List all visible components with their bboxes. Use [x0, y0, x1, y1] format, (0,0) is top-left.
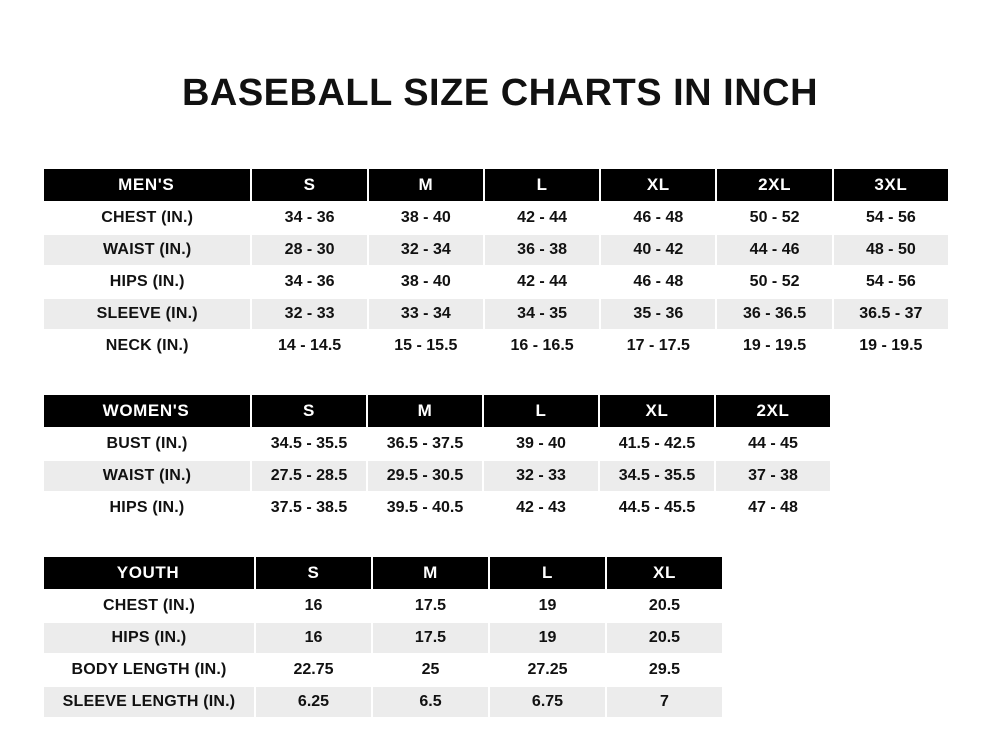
column-header: YOUTH [43, 556, 255, 590]
cell: 47 - 48 [715, 492, 831, 524]
cell: 19 - 19.5 [716, 330, 832, 362]
womens-size-table [42, 393, 832, 525]
cell: 50 - 52 [716, 266, 832, 298]
table-header-row [43, 556, 723, 590]
column-header: XL [599, 394, 715, 428]
cell: 48 - 50 [833, 234, 949, 266]
cell: 46 - 48 [600, 202, 716, 234]
cell: 7 [606, 686, 723, 718]
row-label: HIPS (IN.) [43, 266, 251, 298]
cell: 42 - 44 [484, 202, 600, 234]
cell: 38 - 40 [368, 202, 484, 234]
cell: 16 - 16.5 [484, 330, 600, 362]
cell: 20.5 [606, 622, 723, 654]
table-header-row [43, 168, 949, 202]
tables-container [0, 115, 1000, 719]
column-header: S [251, 394, 367, 428]
cell: 54 - 56 [833, 266, 949, 298]
cell: 16 [255, 590, 372, 622]
cell: 29.5 - 30.5 [367, 460, 483, 492]
cell: 17.5 [372, 622, 489, 654]
cell: 28 - 30 [251, 234, 367, 266]
column-header: S [251, 168, 367, 202]
cell: 6.75 [489, 686, 606, 718]
row-label: WAIST (IN.) [43, 460, 251, 492]
table-row [43, 492, 831, 524]
cell: 44 - 46 [716, 234, 832, 266]
cell: 27.25 [489, 654, 606, 686]
table-row [43, 686, 723, 718]
cell: 41.5 - 42.5 [599, 428, 715, 460]
cell: 33 - 34 [368, 298, 484, 330]
cell: 34 - 35 [484, 298, 600, 330]
cell: 36 - 38 [484, 234, 600, 266]
cell: 44.5 - 45.5 [599, 492, 715, 524]
cell: 39.5 - 40.5 [367, 492, 483, 524]
cell: 39 - 40 [483, 428, 599, 460]
cell: 54 - 56 [833, 202, 949, 234]
row-label: BUST (IN.) [43, 428, 251, 460]
cell: 17 - 17.5 [600, 330, 716, 362]
cell: 19 - 19.5 [833, 330, 949, 362]
mens-size-table [42, 167, 950, 363]
cell: 50 - 52 [716, 202, 832, 234]
column-header: 2XL [716, 168, 832, 202]
cell: 19 [489, 622, 606, 654]
cell: 34.5 - 35.5 [251, 428, 367, 460]
cell: 42 - 44 [484, 266, 600, 298]
cell: 32 - 33 [251, 298, 367, 330]
column-header: WOMEN'S [43, 394, 251, 428]
table-row [43, 622, 723, 654]
cell: 25 [372, 654, 489, 686]
cell: 36.5 - 37 [833, 298, 949, 330]
cell: 37.5 - 38.5 [251, 492, 367, 524]
cell: 34 - 36 [251, 266, 367, 298]
cell: 34 - 36 [251, 202, 367, 234]
table-spacer [42, 363, 958, 393]
cell: 40 - 42 [600, 234, 716, 266]
cell: 22.75 [255, 654, 372, 686]
row-label: SLEEVE (IN.) [43, 298, 251, 330]
row-label: HIPS (IN.) [43, 492, 251, 524]
cell: 16 [255, 622, 372, 654]
table-row [43, 590, 723, 622]
column-header: 3XL [833, 168, 949, 202]
row-label: CHEST (IN.) [43, 590, 255, 622]
cell: 14 - 14.5 [251, 330, 367, 362]
cell: 15 - 15.5 [368, 330, 484, 362]
table-row [43, 654, 723, 686]
table-row [43, 428, 831, 460]
row-label: WAIST (IN.) [43, 234, 251, 266]
cell: 27.5 - 28.5 [251, 460, 367, 492]
column-header: XL [600, 168, 716, 202]
cell: 29.5 [606, 654, 723, 686]
column-header: MEN'S [43, 168, 251, 202]
cell: 32 - 34 [368, 234, 484, 266]
table-row [43, 460, 831, 492]
cell: 44 - 45 [715, 428, 831, 460]
column-header: M [372, 556, 489, 590]
column-header: L [489, 556, 606, 590]
row-label: CHEST (IN.) [43, 202, 251, 234]
row-label: HIPS (IN.) [43, 622, 255, 654]
table-row [43, 330, 949, 362]
cell: 6.25 [255, 686, 372, 718]
cell: 36.5 - 37.5 [367, 428, 483, 460]
row-label: BODY LENGTH (IN.) [43, 654, 255, 686]
cell: 20.5 [606, 590, 723, 622]
cell: 34.5 - 35.5 [599, 460, 715, 492]
cell: 36 - 36.5 [716, 298, 832, 330]
cell: 6.5 [372, 686, 489, 718]
row-label: SLEEVE LENGTH (IN.) [43, 686, 255, 718]
table-row [43, 298, 949, 330]
youth-size-table [42, 555, 724, 719]
table-row [43, 202, 949, 234]
table-row [43, 266, 949, 298]
cell: 35 - 36 [600, 298, 716, 330]
column-header: S [255, 556, 372, 590]
column-header: 2XL [715, 394, 831, 428]
cell: 46 - 48 [600, 266, 716, 298]
cell: 42 - 43 [483, 492, 599, 524]
cell: 37 - 38 [715, 460, 831, 492]
column-header: M [368, 168, 484, 202]
row-label: NECK (IN.) [43, 330, 251, 362]
column-header: L [483, 394, 599, 428]
table-row [43, 234, 949, 266]
cell: 38 - 40 [368, 266, 484, 298]
table-spacer [42, 525, 958, 555]
column-header: L [484, 168, 600, 202]
column-header: M [367, 394, 483, 428]
cell: 19 [489, 590, 606, 622]
cell: 17.5 [372, 590, 489, 622]
page-title: BASEBALL SIZE CHARTS IN INCH [181, 72, 819, 114]
column-header: XL [606, 556, 723, 590]
cell: 32 - 33 [483, 460, 599, 492]
table-header-row [43, 394, 831, 428]
